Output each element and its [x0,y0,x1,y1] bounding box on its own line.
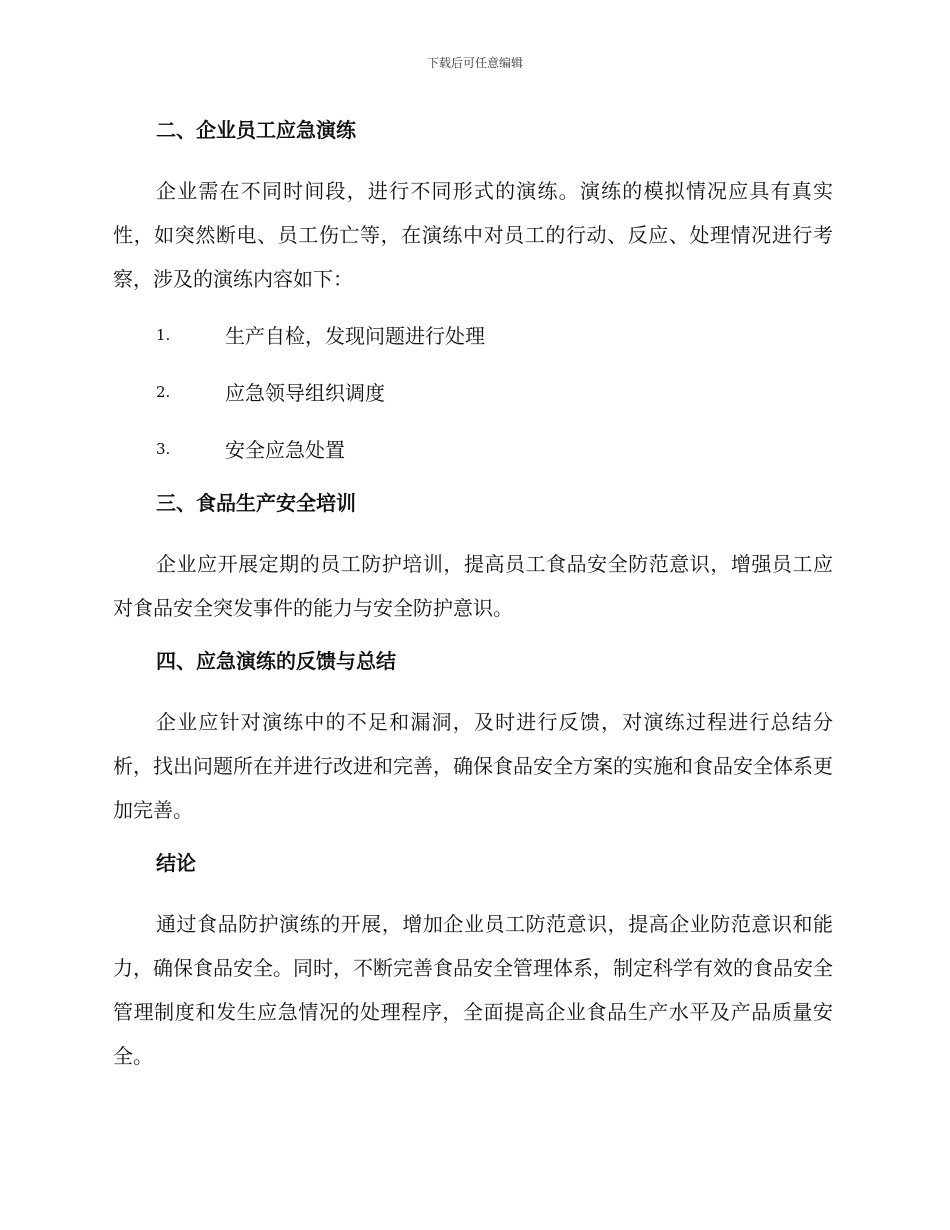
section-paragraph-training: 企业应开展定期的员工防护培训，提高员工食品安全防范意识，增强员工应对食品安全突发事件的能力与安全防护意识。 [113,552,833,620]
section-heading-training: 三、食品生产安全培训 [156,491,356,515]
list-item [113,363,833,420]
list-item-number: 2. [156,382,171,401]
page-header: 下载后可任意编辑 [426,56,523,70]
section-heading-drills: 二、企业员工应急演练 [156,118,356,142]
list-item-text: 安全应急处置 [225,438,345,462]
list-item-text: 应急领导组织调度 [225,381,385,405]
section-paragraph-drills: 企业需在不同时间段，进行不同形式的演练。演练的模拟情况应具有真实性，如突然断电、员工伤亡等，在演练中对员工的行动、反应、处理情况进行考察，涉及的演练内容如下： [113,179,833,291]
section-paragraph-feedback: 企业应针对演练中的不足和漏洞，及时进行反馈，对演练过程进行总结分析，找出问题所在并进行改进和完善，确保食品安全方案的实施和食品安全体系更加完善。 [113,710,833,822]
list-item [113,420,833,477]
document-body [113,112,833,1091]
list-item-number: 3. [156,439,171,458]
section-heading-conclusion: 结论 [156,851,196,875]
section-paragraph-conclusion: 通过食品防护演练的开展，增加企业员工防范意识，提高企业防范意识和能力，确保食品安全。同时，不断完善食品安全管理体系，制定科学有效的食品安全管理制度和发生应急情况的处理程序，全面提高企业食品生产水平及产品质量安全。 [113,912,833,1068]
drill-list [113,306,833,477]
list-item-text: 生产自检，发现问题进行处理 [225,324,485,348]
list-item-number: 1. [156,325,171,344]
list-item [113,306,833,363]
section-heading-feedback: 四、应急演练的反馈与总结 [156,649,396,673]
